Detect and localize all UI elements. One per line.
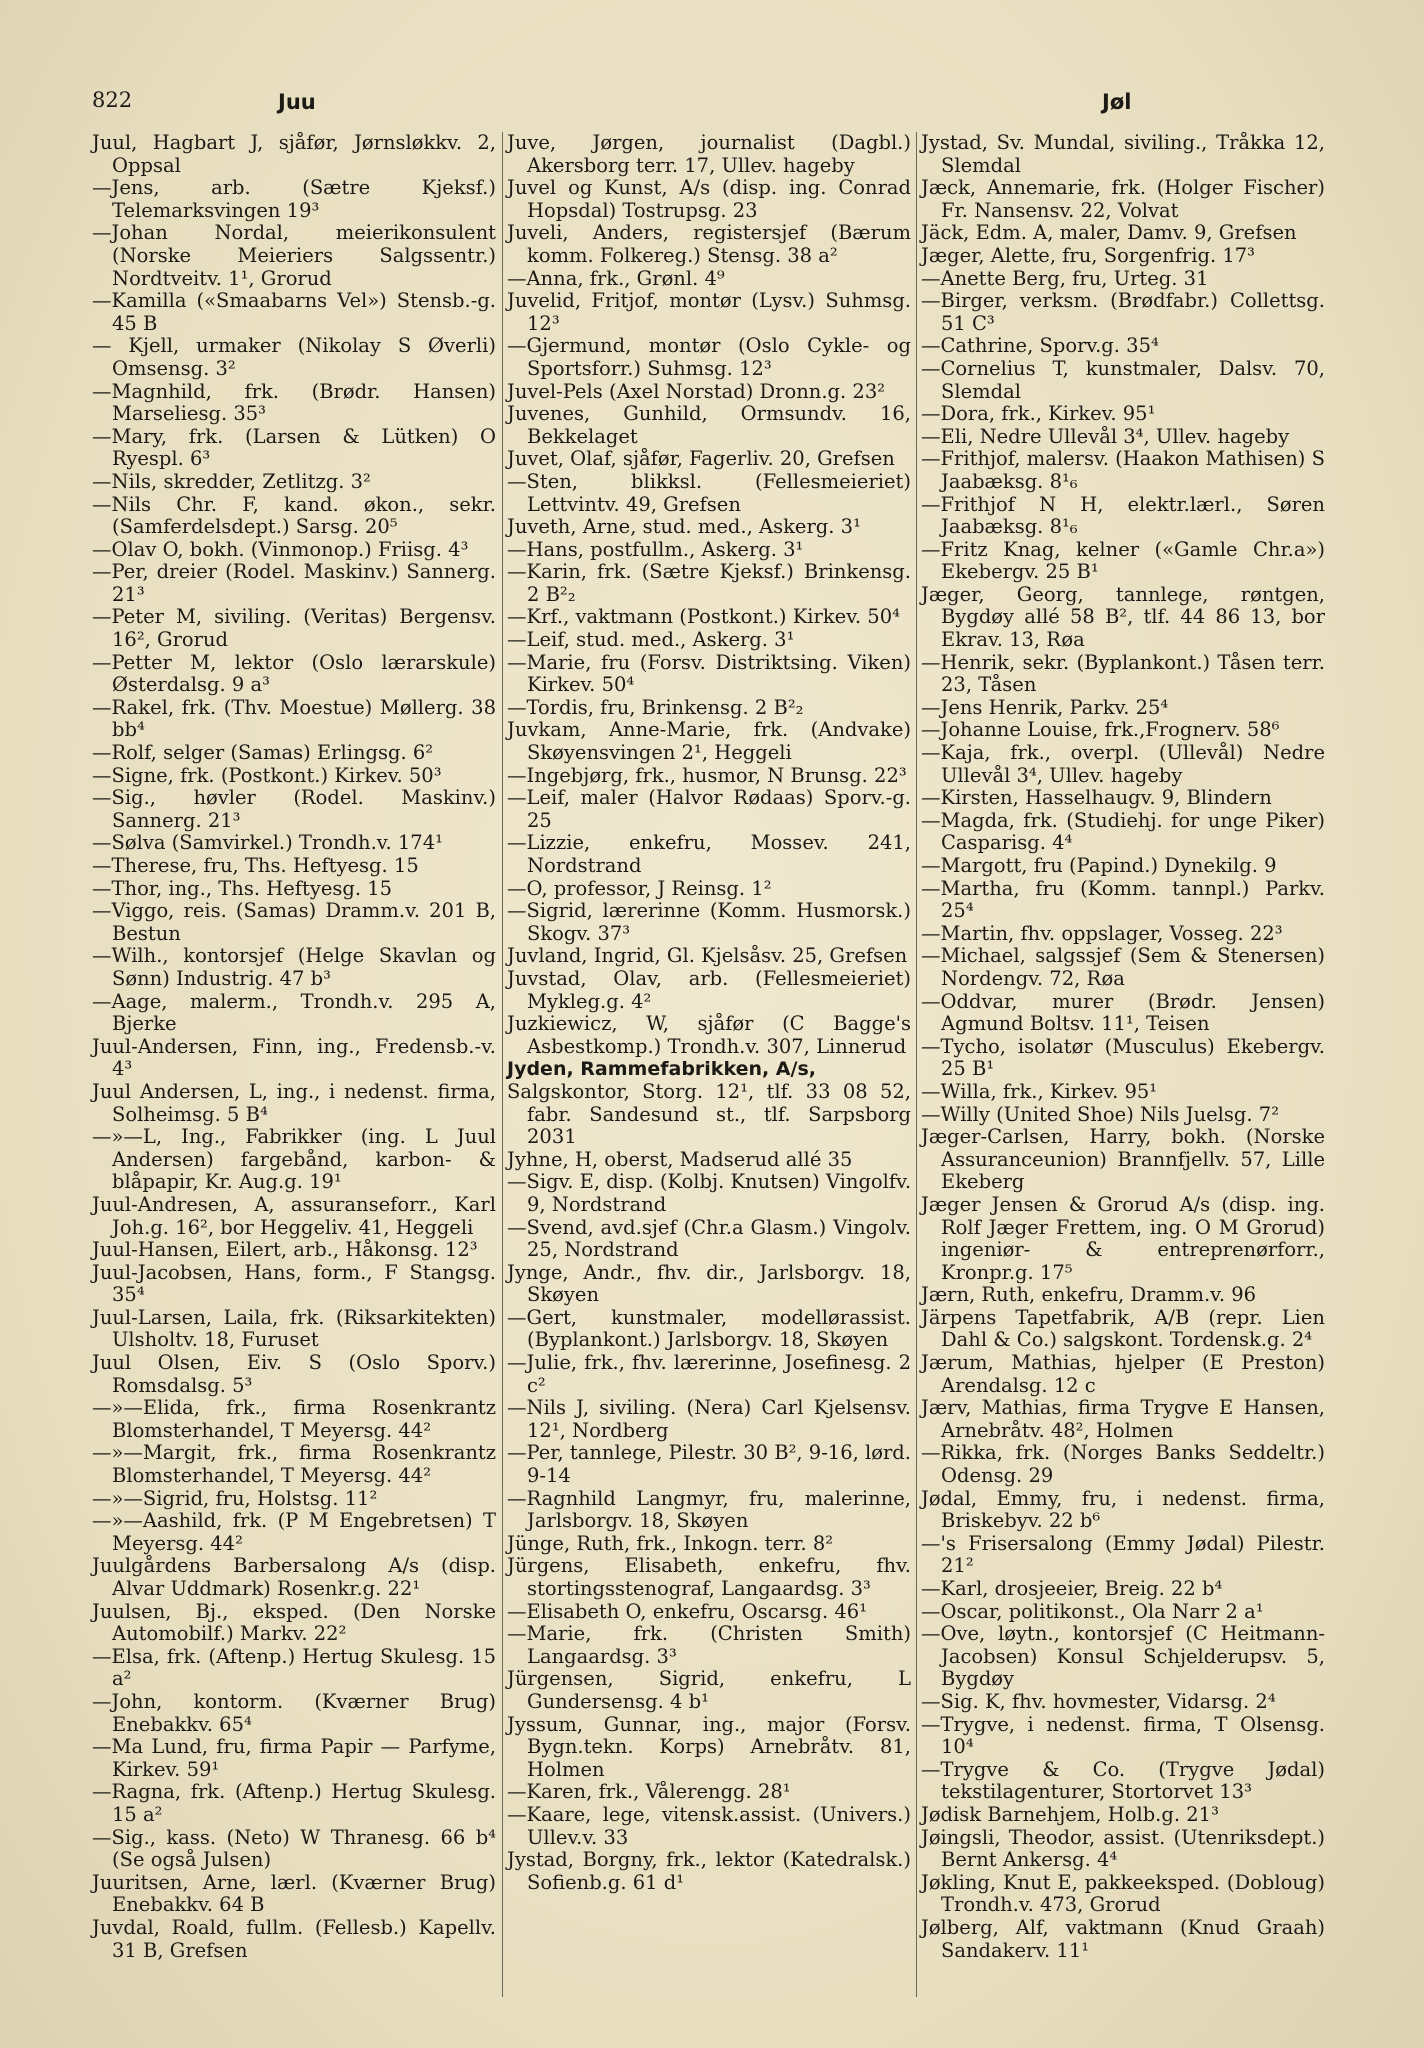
directory-entry: Jystad, Sv. Mundal, siviling., Tråkka 12, Slemdal [921,131,1325,177]
directory-entry: —Nils Chr. F, kand. økon., sekr. (Samferdelsdept.) Sarsg. 20⁵ [92,492,496,539]
directory-entry: —Karen, frk., Vålerengg. 28¹ [507,1780,791,1804]
directory-entry: —Margott, fru (Papind.) Dynekilg. 9 [921,854,1277,877]
directory-entry: —Ingebjørg, frk., husmor, N Brunsg. 22³ [507,763,907,787]
directory-entry: —Therese, fru, Ths. Heftyesg. 15 [92,854,419,877]
directory-entry: —Tordis, fru, Brinkensg. 2 B²₂ [507,695,804,719]
directory-entry: Järpens Tapetfabrik, A/B (repr. Lien Dahl & Co.) salgskont. Tordensk.g. 2⁴ [921,1305,1325,1352]
directory-entry: —Tycho, isolatør (Musculus) Ekebergv. 25 B¹ [921,1034,1325,1081]
directory-entry: Jystad, Borgny, frk., lektor (Katedralsk.) Sofienb.g. 61 d¹ [507,1848,911,1894]
directory-entry: —Anna, frk., Grønl. 4⁹ [507,266,725,290]
directory-entry: Jæger Jensen & Grorud A/s (disp. ing. Rolf Jæger Frettem, ing. O M Grorud) ingeniør- & entreprenørforr., Kronpr.g. 17⁵ [921,1192,1325,1284]
directory-entry: —'s Frisersalong (Emmy Jødal) Pilestr. 21² [921,1531,1325,1578]
directory-entry: Jærum, Mathias, hjelper (E Preston) Arendalsg. 12 c [921,1351,1325,1397]
directory-entry: Jäck, Edm. A, maler, Damv. 9, Grefsen [921,221,1297,245]
directory-entry: —Willy (United Shoe) Nils Juelsg. 7² [921,1102,1280,1126]
directory-entry: Juvenes, Gunhild, Ormsundv. 16, Bekkelaget [507,402,911,448]
directory-entry: —Sigv. E, disp. (Kolbj. Knutsen) Vingolfv. 9, Nordstrand [507,1170,912,1216]
directory-entry: —Karl, drosjeeier, Breig. 22 b⁴ [921,1577,1223,1600]
directory-entry: —Ove, løytn., kontorsjef (C Heitmann-Jacobsen) Konsul Schjelderupsv. 5, Bygdøy [921,1622,1325,1691]
directory-entry: —Sig., høvler (Rodel. Maskinv.) Sannerg. 21³ [92,786,496,832]
directory-entry: —Thor, ing., Ths. Heftyesg. 15 [92,876,393,900]
directory-entry: —Leif, maler (Halvor Rødaas) Sporv.-g. 25 [507,786,911,832]
directory-entry: Jæger, Georg, tannlege, røntgen, Bygdøy allé 58 B², tlf. 44 86 13, bor Ekrav. 13, Røa [921,582,1325,652]
directory-entry: Juve, Jørgen, journalist (Dagbl.) Akersborg terr. 17, Ullev. hageby [507,131,911,177]
directory-entry: —Kirsten, Hasselhaugv. 9, Blindern [921,786,1272,810]
directory-entry: Juveth, Arne, stud. med., Askerg. 3¹ [507,515,861,539]
directory-entry: Jødal, Emmy, fru, i nedenst. firma, Briskebyv. 22 b⁶ [921,1486,1325,1533]
directory-entry: —Mary, frk. (Larsen & Lütken) O Ryespl. 6³ [92,424,496,471]
directory-entry: —Dora, frk., Kirkev. 95¹ [921,402,1156,426]
directory-entry: —O, professor, J Reinsg. 1² [507,876,772,900]
directory-entry: Juulsen, Bj., eksped. (Den Norske Automobilf.) Markv. 22² [92,1599,496,1646]
directory-entry: —John, kontorm. (Kværner Brug) Enebakkv. 65⁴ [92,1689,496,1736]
directory-entry: —Per, tannlege, Pilestr. 30 B², 9-16, lørd. 9-14 [507,1441,911,1488]
directory-entry: —Ma Lund, fru, firma Papir — Parfyme, Kirkev. 59¹ [92,1735,496,1781]
directory-entry: Juzkiewicz, W, sjåfør (C Bagge's Asbestkomp.) Trondh.v. 307, Linnerud [507,1012,911,1058]
directory-entry: Juul-Jacobsen, Hans, form., F Stangsg. 35⁴ [92,1260,496,1307]
directory-entry: Jyden, Rammefabrikken, A/s, [507,1058,816,1081]
directory-entry: —Frithjof, malersv. (Haakon Mathisen) S Jaabæksg. 8¹₆ [921,447,1325,493]
directory-entry: —Johanne Louise, frk.,Frognerv. 58⁶ [921,718,1280,742]
directory-entry: —Kaare, lege, vitensk.assist. (Univers.) Ullev.v. 33 [507,1802,911,1849]
directory-entry: —Sølva (Samvirkel.) Trondh.v. 174¹ [92,831,443,855]
directory-entry: Juul-Andersen, Finn, ing., Fredensb.-v. 4³ [92,1034,496,1081]
directory-entry: Jærv, Mathias, firma Trygve E Hansen, Arnebråtv. 48², Holmen [921,1396,1325,1442]
guide-word-left: Juu [278,90,316,114]
directory-entry: Jyssum, Gunnar, ing., major (Forsv. Bygn.tekn. Korps) Arnebråtv. 81, Holmen [507,1712,911,1781]
column-divider [916,132,917,1997]
directory-entry: —Elisabeth O, enkefru, Oscarsg. 46¹ [507,1599,868,1623]
directory-entry: Juvdal, Roald, fullm. (Fellesb.) Kapellv. 31 B, Grefsen [92,1915,496,1962]
directory-entry: —Leif, stud. med., Askerg. 3¹ [507,628,795,652]
page-header [92,88,1364,124]
directory-column-1 [92,132,496,1962]
directory-entry: —Kamilla («Smaabarns Vel») Stensb.-g. 45 B [92,289,496,335]
column-divider [502,132,503,1997]
directory-entry: Juulgårdens Barbersalong A/s (disp. Alvar Uddmark) Rosenkr.g. 22¹ [92,1554,496,1600]
directory-entry: —Trygve & Co. (Trygve Jødal) tekstilagenturer, Stortorvet 13³ [921,1757,1325,1804]
directory-entry: —Sig. K, fhv. hovmester, Vidarsg. 2⁴ [921,1689,1276,1713]
directory-entry: —»—Margit, frk., firma Rosenkrantz Blomsterhandel, T Meyersg. 44² [92,1441,496,1488]
directory-entry: Juvel-Pels (Axel Norstad) Dronn.g. 23² [507,379,886,403]
directory-entry: Juul Andersen, L, ing., i nedenst. firma, Solheimsg. 5 B⁴ [92,1079,496,1126]
directory-entry: —Rakel, frk. (Thv. Moestue) Møllerg. 38 bb⁴ [92,695,496,742]
directory-entry: —Cathrine, Sporv.g. 35⁴ [921,334,1159,358]
directory-entry: —»—Elida, frk., firma Rosenkrantz Blomsterhandel, T Meyersg. 44² [92,1396,496,1442]
directory-entry: —Jens Henrik, Parkv. 25⁴ [921,695,1169,719]
directory-entry: Jæger-Carlsen, Harry, bokh. (Norske Assuranceunion) Brannfjellv. 57, Lille Ekeberg [921,1125,1325,1194]
directory-entry: —Julie, frk., fhv. lærerinne, Josefinesg. 2 c² [507,1351,911,1397]
directory-entry: —Michael, salgssjef (Sem & Stenersen) Nordengv. 72, Røa [921,944,1325,990]
directory-entry: —Ragnhild Langmyr, fru, malerinne, Jarlsborgv. 18, Skøyen [507,1486,911,1533]
directory-entry: Jøingsli, Theodor, assist. (Utenriksdept.) Bernt Ankersg. 4⁴ [921,1825,1325,1872]
directory-entry: Juuritsen, Arne, lærl. (Kværner Brug) Enebakkv. 64 B [92,1870,496,1917]
directory-entry: —Krf., vaktmann (Postkont.) Kirkev. 50⁴ [507,605,900,629]
directory-entry: Jünge, Ruth, frk., Inkogn. terr. 8² [507,1531,834,1555]
directory-entry: Jærn, Ruth, enkefru, Dramm.v. 96 [921,1283,1257,1307]
directory-entry: —Nils J, siviling. (Nera) Carl Kjelsensv. 12¹, Nordberg [507,1396,911,1442]
directory-entry: —Olav O, bokh. (Vinmonop.) Friisg. 4³ [92,537,469,561]
directory-entry: —Frithjof N H, elektr.lærl., Søren Jaabæksg. 8¹₆ [921,492,1325,539]
directory-entry: Juvkam, Anne-Marie, frk. (Andvake) Skøyensvingen 2¹, Heggeli [507,718,911,765]
directory-entry: —Anette Berg, fru, Urteg. 31 [921,266,1209,290]
directory-entry: —Marie, fru (Forsv. Distriktsing. Viken) Kirkev. 50⁴ [507,650,911,697]
directory-entry: —Signe, frk. (Postkont.) Kirkev. 50³ [92,763,442,787]
directory-entry: —»—Aashild, frk. (P M Engebretsen) T Meyersg. 44² [92,1509,496,1555]
directory-entry: Jæck, Annemarie, frk. (Holger Fischer) Fr. Nansensv. 22, Volvat [921,176,1325,222]
directory-entry: Jürgensen, Sigrid, enkefru, L Gundersensg. 4 b¹ [507,1667,911,1713]
directory-entry: Juveli, Anders, registersjef (Bærum komm. Folkereg.) Stensg. 38 a² [507,221,911,267]
directory-entry: —Magnhild, frk. (Brødr. Hansen) Marseliesg. 35³ [92,379,496,426]
directory-entry: —Henrik, sekr. (Byplankont.) Tåsen terr. 23, Tåsen [921,650,1325,697]
directory-entry: —»—Sigrid, fru, Holstsg. 11² [92,1486,378,1510]
directory-entry: Jynge, Andr., fhv. dir., Jarlsborgv. 18, Skøyen [507,1260,911,1307]
directory-entry: —Kaja, frk., overpl. (Ullevål) Nedre Ullevål 3⁴, Ullev. hageby [921,741,1325,787]
guide-word-right: Jøl [1102,90,1132,114]
directory-entry: —Aage, malerm., Trondh.v. 295 A, Bjerke [92,989,496,1036]
directory-entry: —Oscar, politikonst., Ola Narr 2 a¹ [921,1599,1264,1623]
directory-entry: Juvland, Ingrid, Gl. Kjelsåsv. 25, Grefsen [507,944,908,968]
directory-entry: —Sigrid, lærerinne (Komm. Husmorsk.) Skogv. 37³ [507,899,911,945]
directory-entry: —Karin, frk. (Sætre Kjeksf.) Brinkensg. 2 B²₂ [507,560,911,606]
directory-entry: —Rikka, frk. (Norges Banks Seddeltr.) Odensg. 29 [921,1441,1325,1488]
directory-entry: Juul Olsen, Eiv. S (Oslo Sporv.) Romsdalsg. 5³ [92,1351,496,1397]
directory-entry: Juvel og Kunst, A/s (disp. ing. Conrad Hopsdal) Tostrupsg. 23 [507,176,911,222]
directory-entry: —Gjermund, montør (Oslo Cykle- og Sportsforr.) Suhmsg. 12³ [507,334,911,380]
directory-entry: —Magda, frk. (Studiehj. for unge Piker) Casparisg. 4⁴ [921,808,1325,855]
directory-entry: —Wilh., kontorsjef (Helge Skavlan og Sønn) Industrig. 47 b³ [92,944,496,990]
directory-entry: —Marie, frk. (Christen Smith) Langaardsg. 3³ [507,1622,911,1668]
directory-entry: —Fritz Knag, kelner («Gamle Chr.a») Ekebergv. 25 B¹ [921,537,1325,584]
directory-entry: —Nils, skredder, Zetlitzg. 3² [92,469,371,493]
directory-entry: —Cornelius T, kunstmaler, Dalsv. 70, Slemdal [921,356,1325,403]
directory-entry: —Lizzie, enkefru, Mossev. 241, Nordstrand [507,831,911,877]
directory-entry: —Petter M, lektor (Oslo lærarskule) Østerdalsg. 9 a³ [92,650,496,697]
directory-entry: Jæger, Alette, fru, Sorgenfrig. 17³ [921,243,1255,267]
directory-entry: —Jens, arb. (Sætre Kjeksf.) Telemarksvingen 19³ [92,176,496,222]
directory-entry: —Willa, frk., Kirkev. 95¹ [921,1079,1158,1103]
directory-entry: Jyhne, H, oberst, Madserud allé 35 [507,1147,853,1171]
directory-entry: —Martin, fhv. oppslager, Vosseg. 22³ [921,921,1283,945]
directory-entry: —Rolf, selger (Samas) Erlingsg. 6² [92,741,434,765]
directory-entry: Juul-Hansen, Eilert, arb., Håkonsg. 12³ [92,1238,478,1262]
directory-entry: —Per, dreier (Rodel. Maskinv.) Sannerg. 21³ [92,560,496,606]
directory-entry: Jødisk Barnehjem, Holb.g. 21³ [921,1802,1219,1826]
directory-entry: —»—L, Ing., Fabrikker (ing. L Juul Andersen) fargebånd, karbon- & blåpapir, Kr. Aug.g. 19¹ [92,1125,496,1194]
directory-entry: —Gert, kunstmaler, modellørassist. (Byplankont.) Jarlsborgv. 18, Skøyen [507,1305,911,1352]
page-number: 822 [92,88,133,112]
directory-entry: Jølberg, Alf, vaktmann (Knud Graah) Sandakerv. 11¹ [921,1915,1325,1962]
directory-entry: —Trygve, i nedenst. firma, T Olsensg. 10⁴ [921,1712,1325,1759]
directory-entry: —Sten, blikksl. (Fellesmeieriet) Lettvintv. 49, Grefsen [507,469,911,516]
directory-entry: —Ragna, frk. (Aftenp.) Hertug Skulesg. 15 a² [92,1780,496,1826]
directory-entry: —Viggo, reis. (Samas) Dramm.v. 201 B, Bestun [92,899,496,945]
directory-entry: Juvelid, Fritjof, montør (Lysv.) Suhmsg. 12³ [507,289,911,335]
directory-entry: —Johan Nordal, meierikonsulent (Norske Meieriers Salgssentr.) Nordtveitv. 1¹, Grorud [92,221,496,290]
directory-entry: —Svend, avd.sjef (Chr.a Glasm.) Vingolv. 25, Nordstrand [507,1215,911,1262]
directory-entry: —Birger, verksm. (Brødfabr.) Collettsg. 51 C³ [921,289,1325,335]
directory-entry: —Peter M, siviling. (Veritas) Bergensv. 16², Grorud [92,605,496,652]
directory-entry: —Hans, postfullm., Askerg. 3¹ [507,537,804,561]
directory-column-2 [507,132,911,1894]
directory-entry: Juvet, Olaf, sjåfør, Fagerliv. 20, Grefsen [507,447,895,471]
directory-column-3 [921,132,1325,1962]
directory-entry: Jürgens, Elisabeth, enkefru, fhv. stortingsstenograf, Langaardsg. 3³ [507,1554,911,1600]
directory-entry: Juul, Hagbart J, sjåfør, Jørnsløkkv. 2, Oppsal [92,131,496,177]
directory-entry: —Eli, Nedre Ullevål 3⁴, Ullev. hageby [921,424,1290,448]
directory-entry: Juul-Andresen, A, assuranseforr., Karl Joh.g. 16², bor Heggeliv. 41, Heggeli [92,1192,496,1239]
directory-entry: Juul-Larsen, Laila, frk. (Riksarkitekten) Ulsholtv. 18, Furuset [92,1305,496,1352]
directory-entry: — Kjell, urmaker (Nikolay S Øverli) Omsensg. 3² [92,334,496,380]
directory-entry: —Elsa, frk. (Aftenp.) Hertug Skulesg. 15 a² [92,1644,496,1691]
directory-entry: Salgskontor, Storg. 12¹, tlf. 33 08 52, fabr. Sandesund st., tlf. Sarpsborg 2031 [507,1079,911,1149]
directory-entry: Jøkling, Knut E, pakkeeksped. (Dobloug) Trondh.v. 473, Grorud [921,1870,1325,1917]
directory-entry: Juvstad, Olav, arb. (Fellesmeieriet) Mykleg.g. 4² [507,966,911,1013]
directory-entry: —Martha, fru (Komm. tannpl.) Parkv. 25⁴ [921,876,1325,923]
directory-entry: —Oddvar, murer (Brødr. Jensen) Agmund Boltsv. 11¹, Teisen [921,989,1325,1036]
directory-entry: —Sig., kass. (Neto) W Thranesg. 66 b⁴ (Se også Julsen) [92,1825,496,1872]
